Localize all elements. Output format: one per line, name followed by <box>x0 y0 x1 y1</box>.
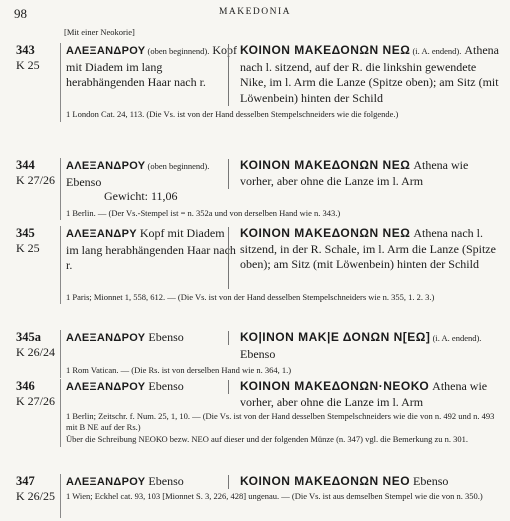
reverse-legend: ΚΟΙΝΟΝ ΜΑΚΕΔΟΝΩΝ·ΝΕΟΚΟ <box>240 379 430 393</box>
obverse-legend: ΑΛΕΞΑΝΔΡΟΥ <box>66 45 146 57</box>
obverse-description <box>66 43 240 91</box>
obverse-text: Ebenso <box>66 174 102 189</box>
obverse-text: Kopf mit Diadem im lang herabhängenden Haar nach r. <box>66 226 236 273</box>
column-separator <box>228 227 229 289</box>
reverse-legend: ΚΟΙΝΟΝ ΜΑΚΕΔΟΝΩΝ ΝΕΩ <box>240 226 411 240</box>
reverse-description <box>240 226 502 273</box>
denomination: K 26/24 <box>16 345 55 359</box>
margin-rule <box>60 43 61 122</box>
entry-number: 343 <box>16 43 35 57</box>
obverse-legend: ΑΛΕΞΑΝΔΡΟΥ <box>66 381 146 393</box>
reverse-description <box>240 43 502 106</box>
denomination: K 25 <box>16 58 40 72</box>
reference-note: 1 Rom Vatican. — (Die Rs. ist von derselben Hand wie n. 364, 1.) <box>66 365 292 375</box>
obverse-text: Ebenso <box>145 379 184 393</box>
reference-note: 1 London Cat. 24, 113. (Die Vs. ist von der Hand desselben Stempelschneiders wie die folgende.) <box>66 109 399 119</box>
reverse-text: Ebenso <box>240 346 276 361</box>
obverse-description <box>66 226 240 274</box>
margin-rule <box>60 330 61 378</box>
denomination: K 25 <box>16 241 40 255</box>
obverse-description <box>66 330 240 347</box>
margin-rule <box>60 474 61 518</box>
reverse-text: Ebenso <box>410 474 449 488</box>
denomination: K 27/26 <box>16 173 55 187</box>
reverse-description <box>240 158 502 189</box>
obverse-description <box>66 474 240 491</box>
reverse-description <box>240 379 502 410</box>
column-separator <box>228 44 229 106</box>
entry-number: 345a <box>16 330 41 344</box>
denomination: K 27/26 <box>16 394 55 408</box>
reverse-legend: ΚΟΙΝΟΝ ΜΑΚΕΔΟΝΩΝ ΝΕΩ <box>240 158 411 172</box>
reverse-description <box>240 474 502 490</box>
obverse-legend-note: (oben beginnend). <box>145 46 210 56</box>
reverse-text: Athena nach l. sitzend, in der R. Schale, im l. Arm die Lanze (Spitze oben); am Sitz (mit Löwenbein) hinten der Schild <box>240 226 496 272</box>
reverse-description <box>240 330 502 362</box>
denomination: K 26/25 <box>16 489 55 503</box>
reference-note: 1 Berlin; Zeitschr. f. Num. 25, 1, 10. — (Die Vs. ist von der Hand desselben Stempelschneiders wie die von n. 492 und n. 493 mit Β ΝΕ auf der Rs.) <box>66 411 495 432</box>
reverse-legend-note: (i. A. endend). <box>430 333 482 343</box>
reverse-text: Athena wie vorher, aber ohne die Lanze im l. Arm <box>240 158 469 188</box>
reverse-text: Athena nach l. sitzend, auf der R. die linkshin gewendete Nike, im l. Arm die Lanze (Spitze oben); am Sitz (mit Löwenbein) hinten der Schild <box>240 43 499 105</box>
obverse-legend: ΑΛΕΞΑΝΔΡΟΥ <box>66 476 146 488</box>
margin-rule <box>60 379 61 447</box>
reverse-legend: ΚΟ|ΙΝΟΝ ΜΑΚ|Ε ΔΟΝΩΝ Ν[ΕΩ] <box>240 330 431 344</box>
reference-note: 1 Berlin. — (Der Vs.-Stempel ist = n. 352a und von derselben Hand wie n. 343.) <box>66 208 341 218</box>
obverse-text: Ebenso <box>145 474 184 488</box>
obverse-text: Kopf mit Diadem im lang herabhängenden Haar nach r. <box>66 43 238 90</box>
column-separator <box>228 475 229 489</box>
page-header <box>0 6 510 22</box>
remark-note: Über die Schreibung ΝΕΟΚΟ bezw. ΝΕΟ auf dieser und der folgenden Münze (n. 347) vgl. die Bemerkung zu n. 301. <box>66 434 469 444</box>
section-note: [Mit einer Neokorie] <box>64 27 135 37</box>
reverse-legend: ΚΟΙΝΟΝ ΜΑΚΕΔΟΝΩΝ ΝΕΟ <box>240 474 411 488</box>
obverse-legend-note: (oben beginnend). <box>145 161 210 171</box>
entry-number: 344 <box>16 158 35 172</box>
margin-rule <box>60 158 61 220</box>
obverse-legend: ΑΛΕΞΑΝΔΡΥ <box>66 228 137 240</box>
obverse-description <box>66 379 240 396</box>
obverse-text: Ebenso <box>145 330 184 344</box>
obverse-description <box>66 158 240 190</box>
column-separator <box>228 331 229 345</box>
entry-number: 346 <box>16 379 35 393</box>
reverse-legend-note: (i. A. endend). <box>410 46 462 56</box>
entry-number: 345 <box>16 226 35 240</box>
running-title: MAKEDONIA <box>218 7 292 17</box>
reference-note: 1 Wien; Eckhel cat. 93, 103 [Mionnet S. 3, 226, 428] ungenau. — (Die Vs. ist aus demselben Stempel wie die von n. 350.) <box>66 491 483 501</box>
weight: Gewicht: 11,06 <box>104 189 178 203</box>
obverse-legend: ΑΛΕΞΑΝΔΡΟΥ <box>66 160 146 172</box>
column-separator <box>228 380 229 394</box>
entry-number: 347 <box>16 474 35 488</box>
reference-note: 1 Paris; Mionnet 1, 558, 612. — (Die Vs. ist von der Hand desselben Stempelschneiders wie n. 355, 1. 2. 3.) <box>66 292 435 302</box>
obverse-legend: ΑΛΕΞΑΝΔΡΟΥ <box>66 332 146 344</box>
margin-rule <box>60 226 61 304</box>
reverse-legend: ΚΟΙΝΟΝ ΜΑΚΕΔΟΝΩΝ ΝΕΩ <box>240 43 411 57</box>
column-separator <box>228 159 229 189</box>
page-number: 98 <box>14 6 27 21</box>
reverse-text: Athena wie vorher, aber ohne die Lanze im l. Arm <box>240 379 488 409</box>
